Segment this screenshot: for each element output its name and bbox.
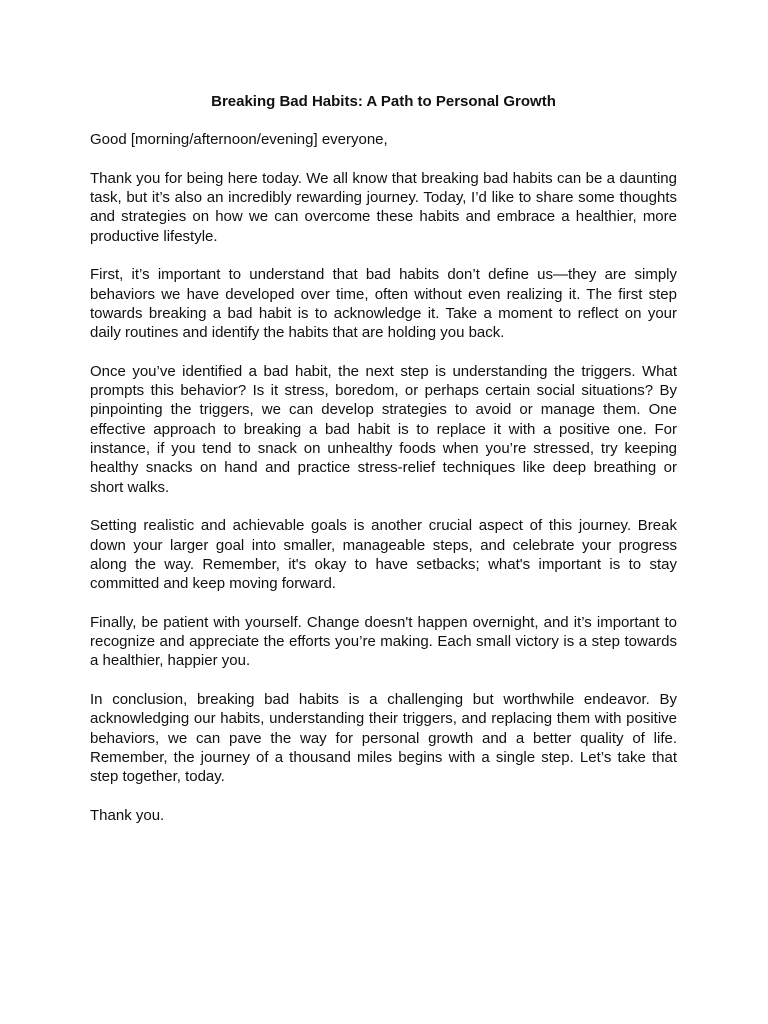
closing-paragraph: Thank you. [90,806,165,824]
body-paragraph: In conclusion, breaking bad habits is a challenging but worthwhile endeavor. By acknowledging our habits, understanding their triggers, and replacing them with positive behaviors, we can pave the way for personal growth and a better quality of life. Remember, the journey of a thousand miles begins with a single step. Let’s take that step together, today. [90,690,677,786]
greeting-paragraph: Good [morning/afternoon/evening] everyone, [90,131,388,149]
document-page [90,92,677,844]
body-paragraph: Finally, be patient with yourself. Change doesn't happen overnight, and it’s important to recognize and appreciate the efforts you’re making. Each small victory is a step towards a healthier, happier you. [90,613,677,670]
body-paragraph: Thank you for being here today. We all know that breaking bad habits can be a daunting task, but it’s also an incredibly rewarding journey. Today, I’d like to share some thoughts and strategies on how we can overcome these habits and embrace a healthier, more productive lifestyle. [90,169,677,245]
body-paragraph: First, it’s important to understand that bad habits don’t define us—they are simply behaviors we have developed over time, often without even realizing it. The first step towards breaking a bad habit is to acknowledge it. Take a moment to reflect on your daily routines and identify the habits that are holding you back. [90,266,677,342]
body-paragraph: Setting realistic and achievable goals is another crucial aspect of this journey. Break down your larger goal into smaller, manageable steps, and celebrate your progress along the way. Remember, it's okay to have setbacks; what's important is to stay committed and keep moving forward. [90,517,677,593]
document-title: Breaking Bad Habits: A Path to Personal Growth [211,93,556,110]
body-paragraph: Once you’ve identified a bad habit, the next step is understanding the triggers. What prompts this behavior? Is it stress, boredom, or perhaps certain social situations? By pinpointing the triggers, we can develop strategies to avoid or manage them. One effective approach to breaking a bad habit is to replace it with a positive one. For instance, if you tend to snack on unhealthy foods when you’re stressed, try keeping healthy snacks on hand and practice stress-relief techniques like deep breathing or short walks. [90,362,677,496]
